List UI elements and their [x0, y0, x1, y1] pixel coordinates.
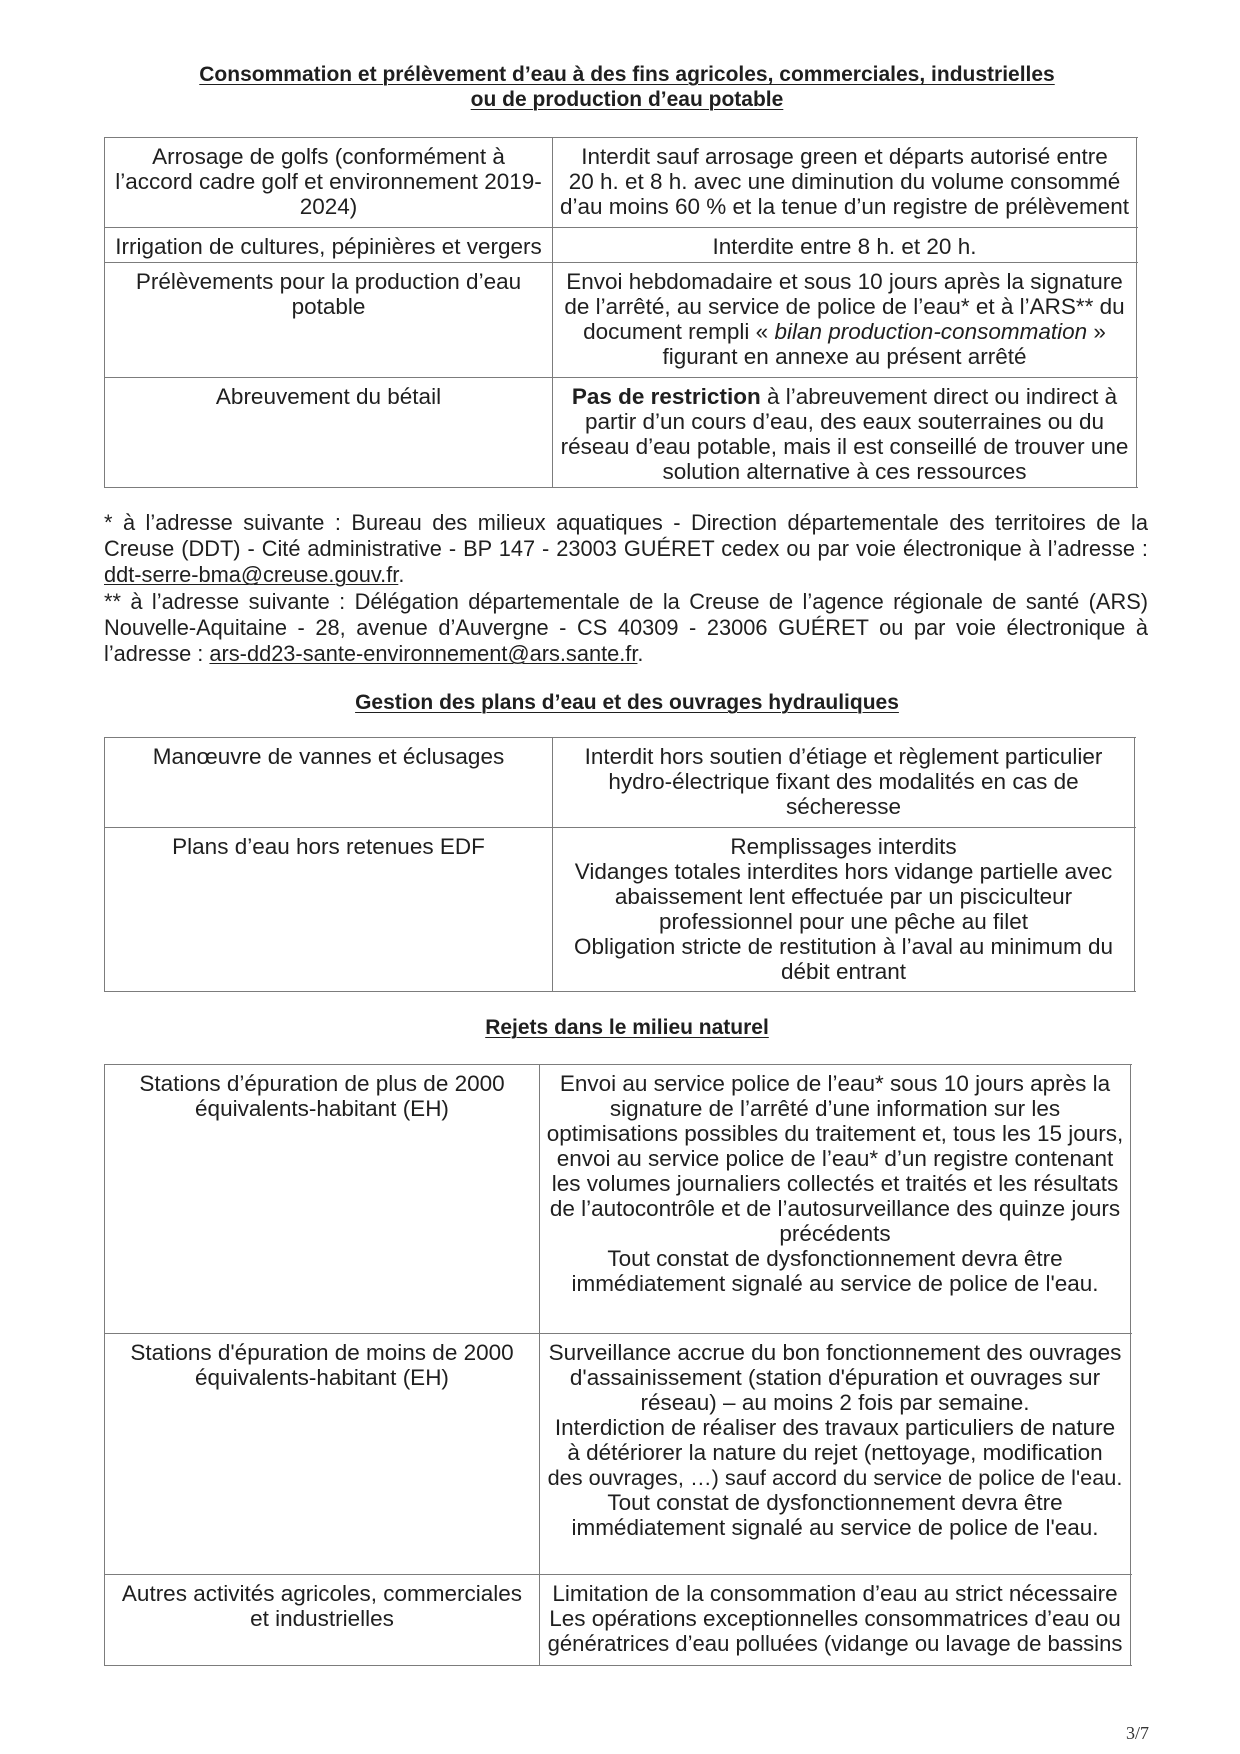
- title-row: [114, 690, 1140, 715]
- cell-line: équivalents-habitant (EH): [195, 1096, 449, 1121]
- cell-line: immédiatement signalé au service de police de l'eau.: [571, 1271, 1099, 1296]
- cell-line: à détériorer la nature du rejet (nettoyage, modification: [567, 1440, 1103, 1465]
- page-number: 3/7: [1125, 1723, 1149, 1743]
- title-line: Consommation et prélèvement d’eau à des fins agricoles, commerciales, industrielles: [199, 63, 1055, 86]
- cell-line: 2024): [299, 194, 358, 219]
- activity-cell: [105, 828, 553, 991]
- cell-line: Tout constat de dysfonctionnement devra être: [607, 1246, 1063, 1271]
- cell-line: et industrielles: [250, 1606, 394, 1631]
- text-segment: l’adresse :: [104, 641, 210, 667]
- measure-cell: [540, 1334, 1131, 1574]
- activity-cell: [105, 1575, 540, 1665]
- cell-line: d’au moins 60 % et la tenue d’un registre de prélèvement: [559, 194, 1130, 219]
- title-row: [114, 1015, 1140, 1040]
- footnote-line: [104, 641, 1148, 667]
- cell-line: Les opérations exceptionnelles consommatrices d’eau ou: [549, 1606, 1121, 1631]
- footnote-line: ** à l’adresse suivante : Délégation départementale de la Creuse de l’agence régionale de santé (ARS): [104, 588, 1148, 614]
- text-segment: document rempli «: [583, 319, 775, 344]
- cell-line: [559, 319, 1130, 344]
- measure-cell: [553, 378, 1137, 487]
- activity-cell: [105, 263, 553, 377]
- cell-line: Interdit sauf arrosage green et départs autorisé entre: [581, 144, 1108, 169]
- cell-line: 20 h. et 8 h. avec une diminution du volume consommé: [568, 169, 1121, 194]
- section-title: [114, 690, 1140, 715]
- measure-cell: [553, 138, 1137, 227]
- footnote-line: [104, 562, 1148, 588]
- text-segment: »: [1087, 319, 1106, 344]
- cell-line: professionnel pour une pêche au filet: [658, 909, 1028, 934]
- text-segment: à l’abreuvement direct ou indirect à: [760, 384, 1118, 409]
- bold-text: Pas de restriction: [571, 384, 761, 409]
- activity-cell: [105, 138, 553, 227]
- activity-cell: [105, 1334, 540, 1574]
- cell-line: Abreuvement du bétail: [215, 384, 442, 409]
- table-row: [105, 378, 1138, 488]
- cell-line: Remplissages interdits: [730, 834, 957, 859]
- table-row: [105, 228, 1138, 263]
- rules-table: [104, 137, 1138, 488]
- section-title: [114, 1015, 1140, 1040]
- table-row: [105, 263, 1138, 378]
- table-row: [105, 138, 1138, 228]
- cell-line: [559, 384, 1130, 409]
- cell-line: génératrices d’eau polluées (vidange ou lavage de bassins: [547, 1631, 1123, 1656]
- cell-line: débit entrant: [780, 959, 907, 984]
- cell-line: Interdit hors soutien d’étiage et règlement particulier: [584, 744, 1103, 769]
- cell-line: solution alternative à ces ressources: [662, 459, 1027, 484]
- cell-line: réseau) – au moins 2 fois par semaine.: [640, 1390, 1030, 1415]
- cell-line: Interdiction de réaliser des travaux particuliers de nature: [554, 1415, 1116, 1440]
- cell-line: Envoi au service police de l’eau* sous 10 jours après la: [559, 1071, 1111, 1096]
- title-row: [114, 62, 1140, 87]
- title-line: ou de production d’eau potable: [470, 88, 784, 111]
- email-address: ddt-serre-bma@creuse.gouv.fr: [104, 562, 399, 588]
- activity-cell: [105, 738, 553, 827]
- measure-cell: [553, 828, 1135, 991]
- rules-table: [104, 1064, 1132, 1666]
- text-segment: .: [398, 562, 405, 588]
- footnote-line: Nouvelle-Aquitaine - 28, avenue d’Auvergne - CS 40309 - 23006 GUÉRET ou par voie électronique à: [104, 614, 1148, 640]
- cell-line: Obligation stricte de restitution à l’aval au minimum du: [573, 934, 1113, 959]
- footnote-line: * à l’adresse suivante : Bureau des milieux aquatiques - Direction départementale des territoires de la: [104, 510, 1148, 535]
- title-row: [114, 87, 1140, 112]
- measure-cell: [553, 263, 1137, 377]
- cell-line: Autres activités agricoles, commerciales: [121, 1581, 523, 1606]
- text-segment: .: [637, 641, 644, 667]
- table-row: [105, 1065, 1132, 1334]
- cell-line: partir d’un cours d’eau, des eaux souterraines ou du: [584, 409, 1105, 434]
- cell-line: Arrosage de golfs (conformément à: [152, 144, 505, 169]
- cell-line: Limitation de la consommation d’eau au strict nécessaire: [552, 1581, 1118, 1606]
- section-title: [114, 62, 1140, 112]
- cell-line: de l’autocontrôle et de l’autosurveillance des quinze jours: [549, 1196, 1121, 1221]
- italic-text: bilan production-consommation: [774, 319, 1088, 344]
- activity-cell: [105, 378, 553, 487]
- footnote: [104, 589, 1148, 668]
- title-line: Rejets dans le milieu naturel: [485, 1016, 769, 1039]
- cell-line: envoi au service police de l’eau* d’un registre contenant: [556, 1146, 1114, 1171]
- table-row: [105, 1575, 1132, 1666]
- cell-line: équivalents-habitant (EH): [195, 1365, 449, 1390]
- cell-line: Stations d'épuration de moins de 2000: [130, 1340, 514, 1365]
- activity-cell: [105, 1065, 540, 1333]
- cell-line: Prélèvements pour la production d’eau: [135, 269, 522, 294]
- table-row: [105, 738, 1136, 828]
- footnotes: [104, 510, 1148, 667]
- table-row: [105, 828, 1136, 992]
- rules-table: [104, 737, 1136, 992]
- cell-line: Irrigation de cultures, pépinières et vergers: [115, 234, 542, 259]
- cell-line: de l’arrêté, au service de police de l’eau* et à l’ARS** du: [564, 294, 1125, 319]
- cell-line: abaissement lent effectuée par un pisciculteur: [614, 884, 1073, 909]
- cell-line: figurant en annexe au présent arrêté: [662, 344, 1027, 369]
- cell-line: Tout constat de dysfonctionnement devra être: [607, 1490, 1063, 1515]
- title-line: Gestion des plans d’eau et des ouvrages hydrauliques: [355, 691, 899, 714]
- measure-cell: [553, 228, 1137, 262]
- table-row: [105, 1334, 1132, 1575]
- cell-line: optimisations possibles du traitement et, tous les 15 jours,: [546, 1121, 1124, 1146]
- cell-line: Interdite entre 8 h. et 20 h.: [712, 234, 977, 259]
- measure-cell: [553, 738, 1135, 827]
- cell-line: immédiatement signalé au service de police de l'eau.: [571, 1515, 1099, 1540]
- cell-line: les volumes journaliers collectés et traités et les résultats: [551, 1171, 1119, 1196]
- cell-line: Plans d’eau hors retenues EDF: [172, 834, 485, 859]
- activity-cell: [105, 228, 553, 262]
- cell-line: Manœuvre de vannes et éclusages: [152, 744, 505, 769]
- footnote: [104, 510, 1148, 589]
- cell-line: potable: [291, 294, 366, 319]
- measure-cell: [540, 1065, 1131, 1333]
- email-address: ars-dd23-sante-environnement@ars.sante.fr: [209, 641, 638, 667]
- cell-line: Envoi hebdomadaire et sous 10 jours après la signature: [566, 269, 1123, 294]
- cell-line: réseau d’eau potable, mais il est conseillé de trouver une: [560, 434, 1129, 459]
- cell-line: Surveillance accrue du bon fonctionnement des ouvrages: [548, 1340, 1122, 1365]
- cell-line: sécheresse: [785, 794, 902, 819]
- cell-line: des ouvrages, …) sauf accord du service de police de l'eau.: [547, 1465, 1123, 1490]
- cell-line: précédents: [779, 1221, 891, 1246]
- cell-line: l’accord cadre golf et environnement 2019-: [115, 169, 542, 194]
- footnote-line: Creuse (DDT) - Cité administrative - BP 147 - 23003 GUÉRET cedex ou par voie électronique à l’adresse :: [104, 536, 1148, 562]
- cell-line: Stations d’épuration de plus de 2000: [139, 1071, 505, 1096]
- measure-cell: [540, 1575, 1131, 1665]
- cell-line: d'assainissement (station d'épuration et ouvrages sur: [569, 1365, 1101, 1390]
- cell-line: Vidanges totales interdites hors vidange partielle avec: [574, 859, 1113, 884]
- cell-line: signature de l’arrêté d’une information sur les: [609, 1096, 1061, 1121]
- cell-line: hydro-électrique fixant des modalités en cas de: [608, 769, 1079, 794]
